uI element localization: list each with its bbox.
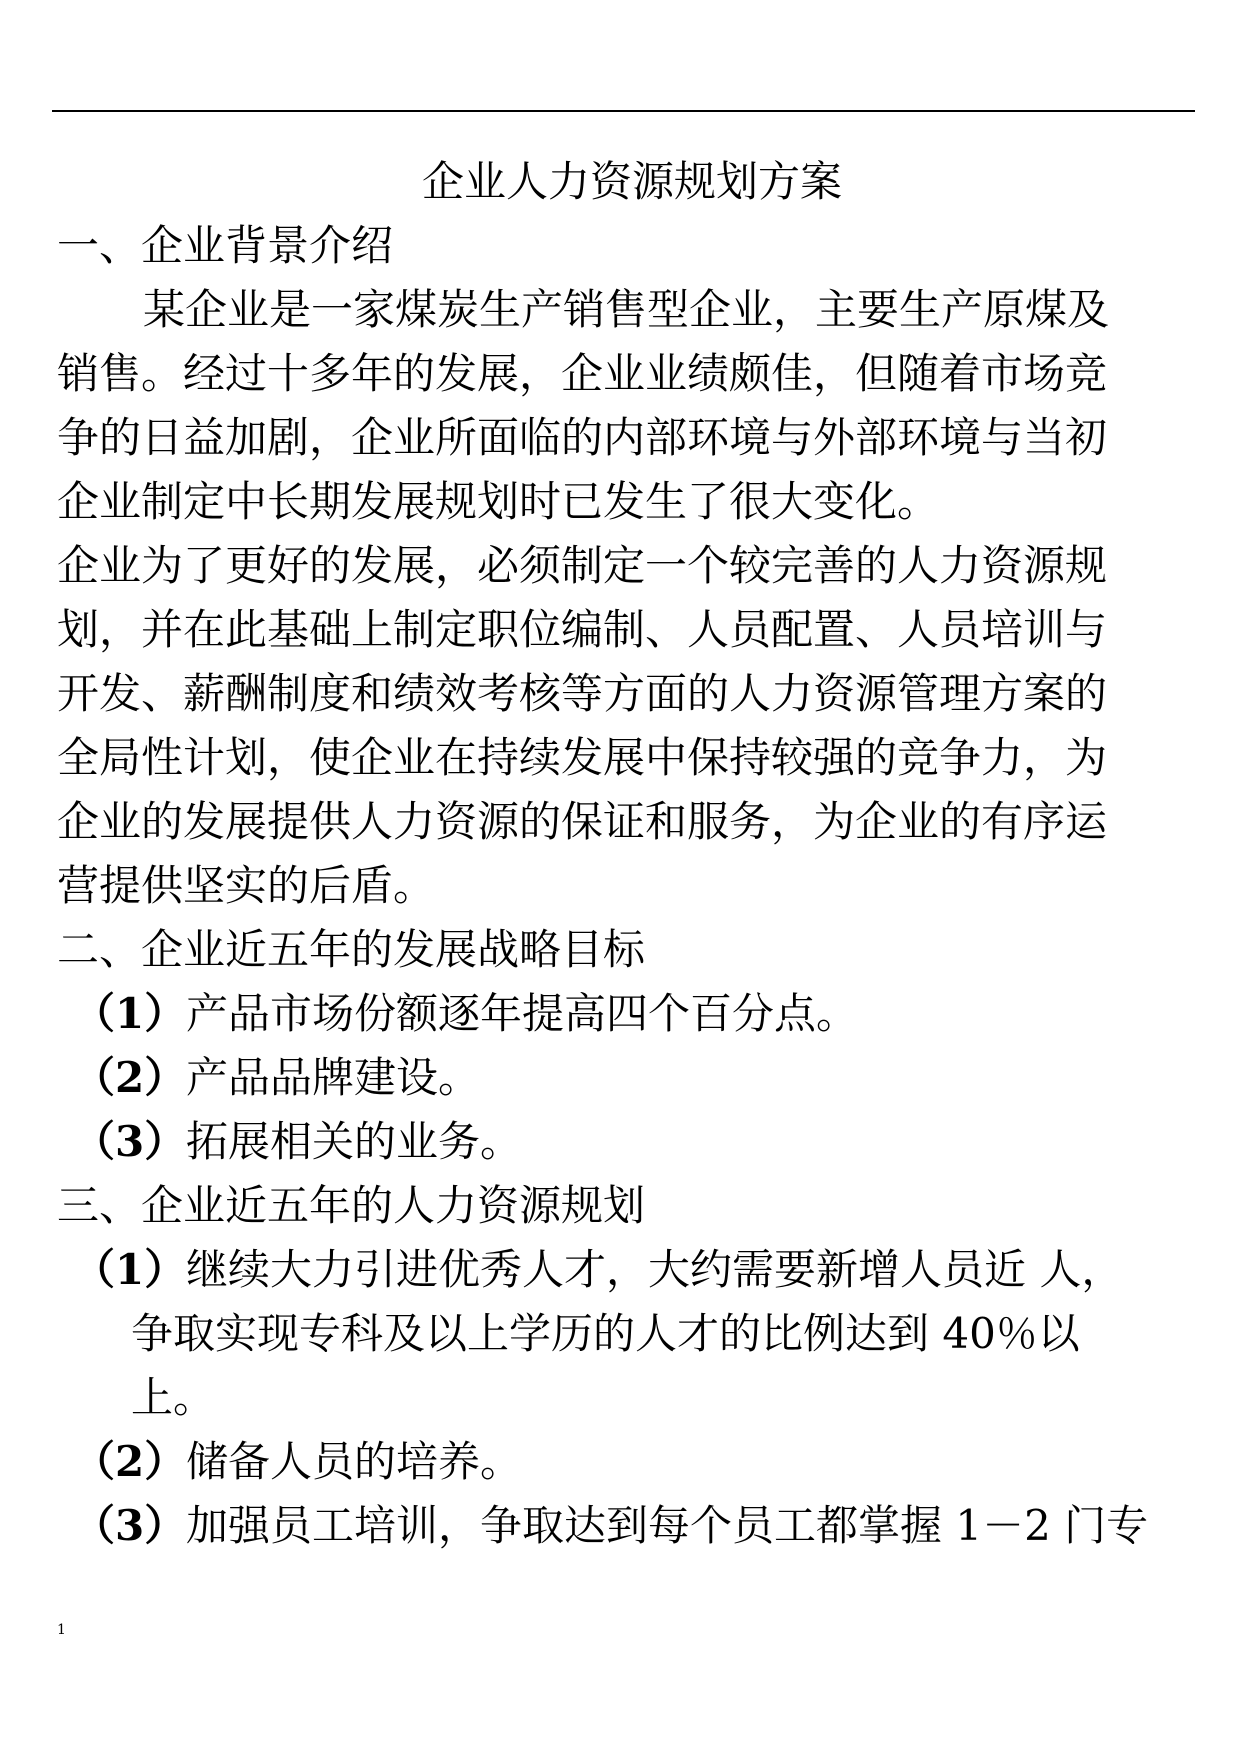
paragraph-line: 销售。经过十多年的发展，企业业绩颇佳，但随着市场竞 bbox=[57, 349, 1108, 398]
list-item bbox=[57, 1430, 1192, 1494]
list-number: （3） bbox=[73, 1117, 187, 1166]
list-item bbox=[57, 1238, 1192, 1302]
paragraph-line: 开发、薪酬制度和绩效考核等方面的人力资源管理方案的 bbox=[57, 669, 1108, 718]
list-number: （2） bbox=[73, 1053, 187, 1102]
section-heading-hr-plan: 三、企业近五年的人力资源规划 bbox=[57, 1181, 646, 1230]
list-number: （1） bbox=[73, 989, 187, 1038]
list-number: （1） bbox=[73, 1245, 187, 1294]
header-rule bbox=[52, 110, 1195, 112]
list-text: 加强员工培训，争取达到每个员工都掌握 1－2 门专 bbox=[186, 1501, 1149, 1550]
paragraph-line: 划，并在此基础上制定职位编制、人员配置、人员培训与 bbox=[57, 605, 1108, 654]
list-item bbox=[57, 982, 1192, 1046]
document-title: 企业人力资源规划方案 bbox=[421, 157, 842, 206]
section-heading-background: 一、企业背景介绍 bbox=[57, 221, 394, 270]
section-heading-strategy: 二、企业近五年的发展战略目标 bbox=[57, 925, 646, 974]
paragraph-line: 争的日益加剧，企业所面临的内部环境与外部环境与当初 bbox=[57, 413, 1108, 462]
list-text: 产品品牌建设。 bbox=[186, 1053, 481, 1102]
list-text: 继续大力引进优秀人才，大约需要新增人员近 人， bbox=[186, 1245, 1124, 1294]
paragraph-line: 企业为了更好的发展，必须制定一个较完善的人力资源规 bbox=[57, 541, 1108, 590]
list-text: 产品市场份额逐年提高四个百分点。 bbox=[186, 989, 859, 1038]
paragraph-line: 企业的发展提供人力资源的保证和服务，为企业的有序运 bbox=[57, 797, 1108, 846]
page-number: 1 bbox=[57, 1622, 66, 1638]
list-text: 拓展相关的业务。 bbox=[186, 1117, 523, 1166]
list-item bbox=[57, 1046, 1192, 1110]
list-number: （2） bbox=[73, 1437, 187, 1486]
list-item bbox=[57, 1110, 1192, 1174]
document-page bbox=[57, 150, 1192, 1558]
paragraph-line: 企业制定中长期发展规划时已发生了很大变化。 bbox=[57, 477, 940, 526]
list-continuation-line: 上。 bbox=[131, 1373, 216, 1422]
list-item bbox=[57, 1494, 1192, 1558]
list-continuation-line: 争取实现专科及以上学历的人才的比例达到 40％以 bbox=[131, 1309, 1080, 1358]
paragraph-line: 某企业是一家煤炭生产销售型企业，主要生产原煤及 bbox=[143, 285, 1110, 334]
paragraph-line: 全局性计划，使企业在持续发展中保持较强的竞争力，为 bbox=[57, 733, 1108, 782]
paragraph-line: 营提供坚实的后盾。 bbox=[57, 861, 436, 910]
list-number: （3） bbox=[73, 1501, 187, 1550]
list-text: 储备人员的培养。 bbox=[186, 1437, 523, 1486]
